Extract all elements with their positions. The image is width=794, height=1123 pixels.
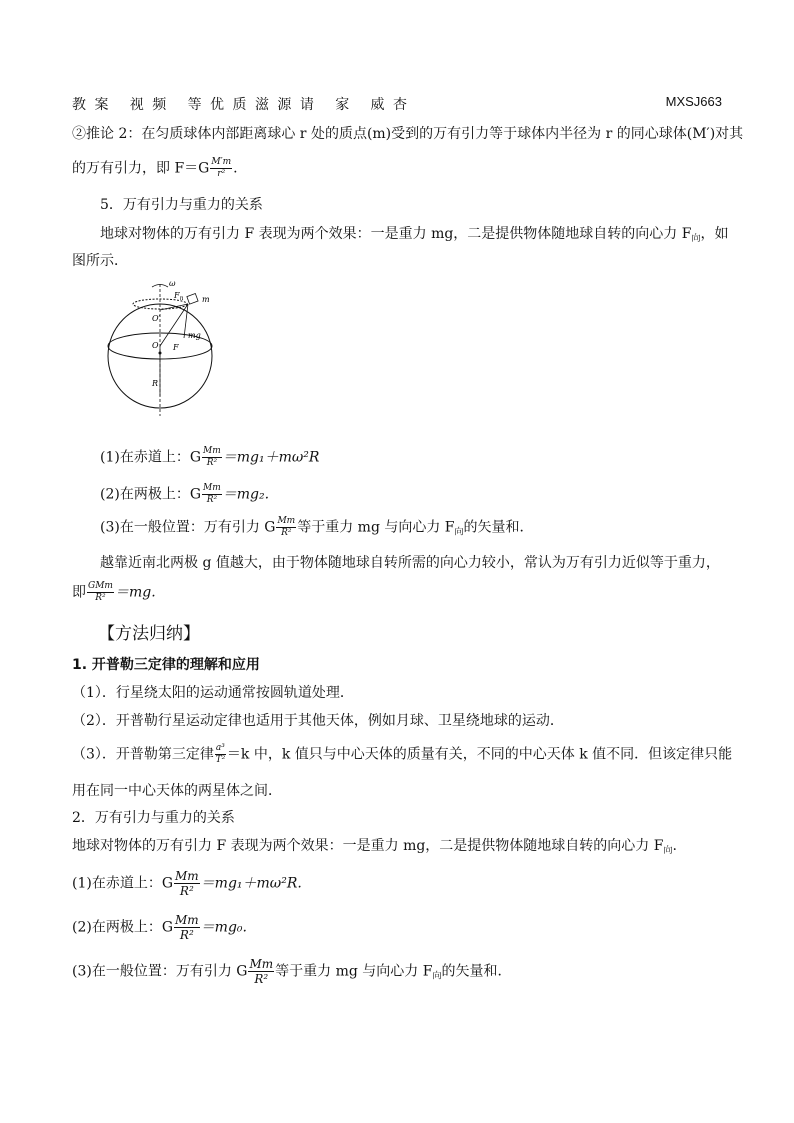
mg-label: mg xyxy=(188,331,201,340)
formula-prefix: (2)在两极上：G xyxy=(100,486,202,503)
corollary-fraction xyxy=(210,158,232,179)
f-label: F xyxy=(173,343,179,352)
fraction-numerator: a³ xyxy=(215,743,225,753)
formula-suffix: ＝mg. xyxy=(114,584,156,601)
kepler-item-3-suffix: ＝k 中，k 值只与中心天体的质量有关，不同的中心天体 k 值不同．但该定律只能 xyxy=(226,746,733,763)
fraction-numerator: Mm xyxy=(203,483,221,493)
radius-line-upper xyxy=(160,304,188,310)
subscript: 向 xyxy=(663,846,673,856)
gravity-heading: 2．万有引力与重力的关系 xyxy=(72,810,235,826)
corollary-line-1: ②推论 2：在匀质球体内部距离球心 r 处的质点(m)受到的万有引力等于球体内半径为 r 的同心球体(M′)对其 xyxy=(72,126,744,142)
fraction-denominator: R² xyxy=(179,928,194,942)
mass-block xyxy=(187,294,198,305)
formula-fraction xyxy=(248,958,274,985)
fraction-denominator: R² xyxy=(254,972,269,986)
corollary-text: 的万有引力，即 F＝G xyxy=(72,160,210,177)
kepler-item-2: （2）．开普勒行星运动定律也适用于其他天体，例如月球、卫星绕地球的运动． xyxy=(72,713,564,729)
kepler-heading: 1. 开普勒三定律的理解和应用 xyxy=(72,657,260,673)
corollary-end: . xyxy=(233,160,238,177)
fraction-denominator: R² xyxy=(281,528,292,538)
formula-suffix: ＝mg₂. xyxy=(222,486,270,503)
formula-prefix: (1)在赤道上：G xyxy=(100,449,202,466)
o-prime-label: O′ xyxy=(152,314,161,323)
formula-prefix: (1)在赤道上：G xyxy=(72,875,174,892)
fraction-denominator: R² xyxy=(95,593,106,603)
fraction-denominator: R² xyxy=(206,458,218,468)
gravity-description xyxy=(72,836,677,861)
formula-fraction xyxy=(174,870,200,897)
center-dot xyxy=(159,352,162,355)
fraction-denominator: r² xyxy=(217,169,226,179)
section-5-text: 地球对物体的万有引力 F 表现为两个效果：一是重力 mg，二是提供物体随地球自转的向心力 F xyxy=(100,226,692,242)
formula-end: 的矢量和． xyxy=(441,963,512,980)
formula-suffix: 等于重力 mg 与向心力 F xyxy=(275,963,433,980)
fraction-numerator: Mm xyxy=(175,913,199,927)
fraction-denominator: R² xyxy=(206,495,218,505)
formula-suffix: ＝mg₀. xyxy=(200,919,247,936)
m-label: m xyxy=(202,295,210,304)
approximation-line-2 xyxy=(72,582,156,603)
formula-prefix: (3)在一般位置：万有引力 G xyxy=(72,963,248,980)
corollary-line-2 xyxy=(72,158,238,179)
fraction-numerator: Mm xyxy=(249,957,274,971)
formula-fraction xyxy=(202,484,222,505)
method-summary-title: 【方法归纳】 xyxy=(98,624,200,644)
kepler-item-1: （1）．行星绕太阳的运动通常按圆轨道处理． xyxy=(72,685,354,701)
summary-general-formula xyxy=(72,958,511,987)
fraction-denominator: R² xyxy=(179,884,194,898)
section-5-line-2: 图所示． xyxy=(72,253,128,269)
kepler-fraction xyxy=(215,744,226,765)
fraction-denominator: T² xyxy=(215,755,226,765)
header-code: MXSJ663 xyxy=(665,94,722,109)
fraction-numerator: Mm xyxy=(203,446,221,456)
fn-label: $F_n$ xyxy=(174,291,184,302)
kepler-item-3 xyxy=(72,744,732,765)
earth-gravity-diagram xyxy=(100,276,230,426)
equator-formula xyxy=(100,447,319,468)
section-5-line-1 xyxy=(100,224,728,249)
summary-equator-formula xyxy=(72,870,302,897)
fraction-numerator: Mm xyxy=(175,869,199,883)
formula-suffix: ＝mg₁＋mω²R xyxy=(222,449,320,466)
formula-suffix: ＝mg₁＋mω²R. xyxy=(200,875,302,892)
kepler-item-3-continued: 用在同一中心天体的两星体之间． xyxy=(72,783,282,799)
formula-end: 的矢量和． xyxy=(463,519,534,536)
gravity-description-end: . xyxy=(672,838,677,854)
radius-line-center xyxy=(160,304,188,346)
approximation-line-1: 越靠近南北两极 g 值越大，由于物体随地球自转所需的向心力较小，常认为万有引力近似等于重力， xyxy=(100,555,720,571)
fraction-numerator: GMm xyxy=(88,581,113,591)
section-5-title: 5．万有引力与重力的关系 xyxy=(100,197,263,213)
omega-label: ω xyxy=(169,279,176,288)
fraction-numerator: Mm xyxy=(277,516,296,526)
subscript: 向 xyxy=(432,971,442,982)
general-position-formula xyxy=(100,517,534,543)
r-label: R xyxy=(152,379,159,388)
formula-prefix: 即 xyxy=(72,584,86,601)
formula-fraction xyxy=(174,914,200,941)
formula-fraction xyxy=(202,447,222,468)
o-label: O xyxy=(152,341,159,350)
gravity-description-text: 地球对物体的万有引力 F 表现为两个效果：一是重力 mg，二是提供物体随地球自转的向心力 F xyxy=(72,838,664,854)
header-left-text: 教 案 视 频 等 优 质 滋 源 请 家 威 杏 xyxy=(72,97,410,113)
formula-fraction xyxy=(276,517,296,538)
subscript: 向 xyxy=(454,527,464,538)
formula-prefix: (2)在两极上：G xyxy=(72,919,174,936)
fraction-numerator: M′m xyxy=(211,157,232,167)
section-5-text-end: ，如 xyxy=(700,226,729,242)
page-header xyxy=(72,94,722,114)
formula-fraction xyxy=(87,582,114,603)
pole-formula xyxy=(100,484,269,505)
subscript: 向 xyxy=(691,234,701,244)
formula-prefix: (3)在一般位置：万有引力 G xyxy=(100,519,276,536)
kepler-item-3-prefix: （3）．开普勒第三定律 xyxy=(72,746,214,763)
formula-suffix: 等于重力 mg 与向心力 F xyxy=(297,519,455,536)
summary-pole-formula xyxy=(72,914,247,941)
